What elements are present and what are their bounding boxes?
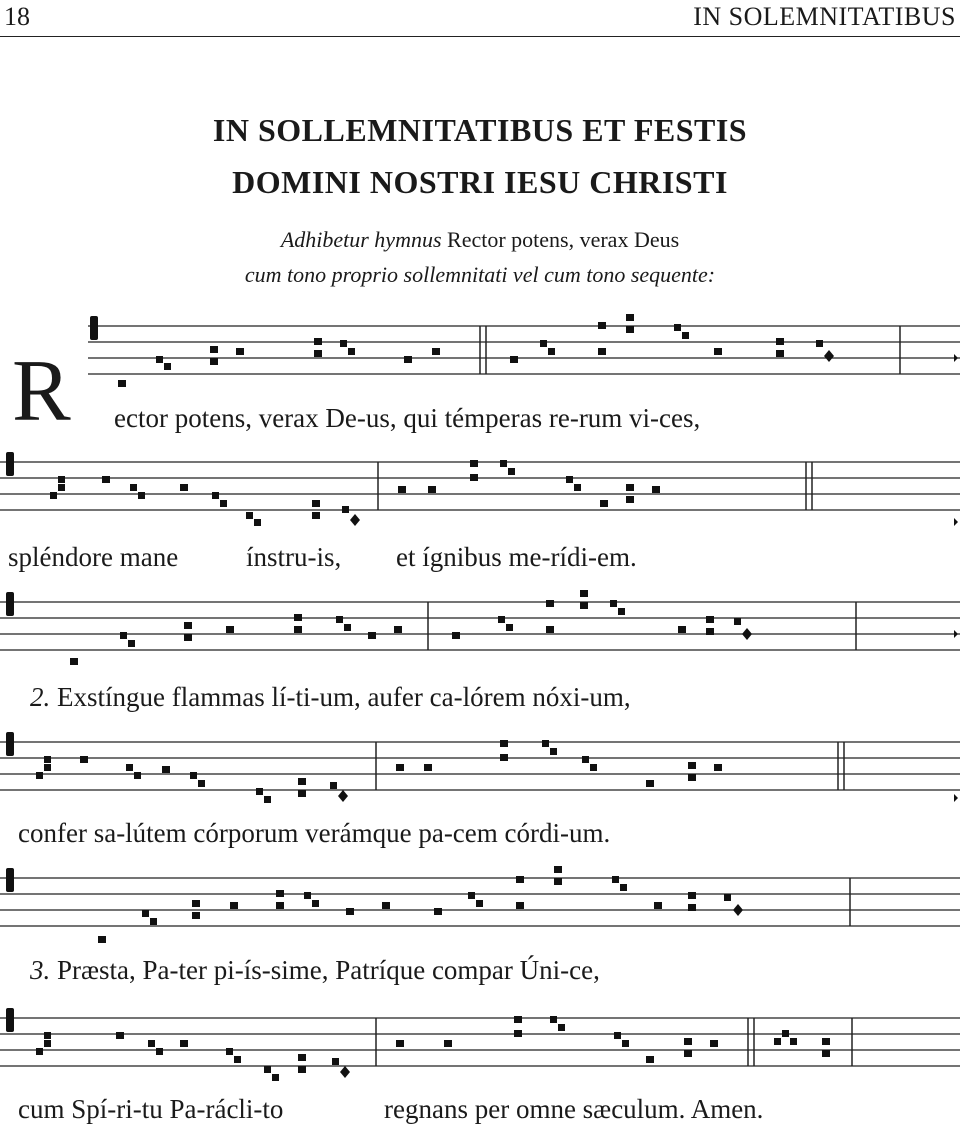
punctum-icon — [444, 1040, 452, 1047]
staff-system-2 — [0, 448, 960, 528]
punctum-icon — [452, 632, 460, 639]
custos-icon — [954, 354, 958, 362]
punctum-icon — [500, 460, 507, 467]
punctum-icon — [382, 902, 390, 909]
staff-system-4 — [0, 728, 960, 808]
punctum-icon — [434, 908, 442, 915]
punctum-icon — [432, 348, 440, 355]
punctum-icon — [580, 590, 588, 597]
punctum-icon — [652, 486, 660, 493]
rubric-italic: Adhibetur hymnus — [280, 227, 442, 252]
punctum-icon — [688, 762, 696, 769]
punctum-icon — [36, 1048, 43, 1055]
punctum-icon — [710, 1040, 718, 1047]
punctum-icon — [180, 1040, 188, 1047]
punctum-icon — [276, 890, 284, 897]
punctum-icon — [156, 356, 163, 363]
punctum-icon — [350, 514, 360, 526]
punctum-icon — [298, 778, 306, 785]
title-line-1: IN SOLLEMNITATIBUS ET FESTIS — [212, 112, 748, 148]
punctum-icon — [706, 616, 714, 623]
do-clef-icon — [6, 868, 14, 892]
stanza-number: 2. — [30, 682, 51, 712]
punctum-icon — [314, 338, 322, 345]
punctum-icon — [294, 614, 302, 621]
punctum-icon — [332, 1058, 339, 1065]
punctum-icon — [614, 1032, 621, 1039]
punctum-icon — [582, 756, 589, 763]
punctum-icon — [338, 790, 348, 802]
punctum-icon — [514, 1016, 522, 1023]
lyrics-text: Exstíngue flammas lí-ti-um, aufer ca-lórem nóxi-um, — [57, 682, 631, 712]
punctum-icon — [394, 626, 402, 633]
do-clef-icon — [6, 592, 14, 616]
punctum-icon — [226, 1048, 233, 1055]
punctum-icon — [626, 484, 634, 491]
punctum-icon — [184, 622, 192, 629]
punctum-icon — [714, 764, 722, 771]
punctum-icon — [470, 460, 478, 467]
punctum-icon — [428, 486, 436, 493]
running-head: IN SOLEMNITATIBUS — [693, 2, 956, 31]
lyrics-system-6a: cum Spí-ri-tu Pa-rácli-to — [18, 1094, 284, 1124]
custos-icon — [954, 518, 958, 526]
punctum-icon — [733, 904, 743, 916]
punctum-icon — [540, 340, 547, 347]
punctum-icon — [404, 356, 412, 363]
punctum-icon — [822, 1038, 830, 1045]
staff-system-6 — [0, 1004, 960, 1088]
punctum-icon — [734, 618, 741, 625]
do-clef-icon — [90, 316, 98, 340]
lyrics-system-4: confer sa-lútem córporum verámque pa-cem córdi-um. — [18, 818, 611, 848]
punctum-icon — [142, 910, 149, 917]
punctum-icon — [298, 1054, 306, 1061]
punctum-icon — [510, 356, 518, 363]
punctum-icon — [102, 476, 110, 483]
punctum-icon — [368, 632, 376, 639]
punctum-icon — [542, 740, 549, 747]
punctum-icon — [816, 340, 823, 347]
punctum-icon — [398, 486, 406, 493]
punctum-icon — [120, 632, 127, 639]
punctum-icon — [36, 772, 43, 779]
custos-icon — [954, 794, 958, 802]
punctum-icon — [116, 1032, 124, 1039]
punctum-icon — [684, 1038, 692, 1045]
punctum-icon — [646, 780, 654, 787]
rubric-hymn-incipit: Rector potens, verax Deus — [447, 227, 680, 252]
do-clef-icon — [6, 452, 14, 476]
punctum-icon — [190, 772, 197, 779]
punctum-icon — [212, 492, 219, 499]
lyrics-text: Præsta, Pa-ter pi-ís-sime, Patríque compar Úni-ce, — [57, 955, 600, 985]
punctum-icon — [714, 348, 722, 355]
punctum-icon — [626, 314, 634, 321]
punctum-icon — [236, 348, 244, 355]
lyrics-system-3 — [30, 682, 631, 713]
punctum-icon — [612, 876, 619, 883]
rubric-line-1 — [0, 227, 960, 253]
lyrics-system-2b: ínstru-is, — [246, 542, 342, 572]
punctum-icon — [424, 764, 432, 771]
staff-system-1 — [0, 312, 960, 388]
punctum-icon — [130, 484, 137, 491]
custos-icon — [954, 630, 958, 638]
punctum-icon — [598, 348, 606, 355]
punctum-icon — [500, 740, 508, 747]
punctum-icon — [688, 892, 696, 899]
punctum-icon — [70, 658, 78, 665]
page-header — [0, 0, 960, 37]
drop-cap-initial: R — [12, 343, 71, 440]
punctum-icon — [516, 876, 524, 883]
punctum-icon — [330, 782, 337, 789]
punctum-icon — [304, 892, 311, 899]
do-clef-icon — [6, 1008, 14, 1032]
lyrics-system-2c: et ígnibus me-rídi-em. — [396, 542, 637, 572]
punctum-icon — [600, 500, 608, 507]
punctum-icon — [724, 894, 731, 901]
stanza-number: 3. — [30, 955, 51, 985]
punctum-icon — [654, 902, 662, 909]
punctum-icon — [50, 492, 57, 499]
punctum-icon — [246, 512, 253, 519]
punctum-icon — [340, 340, 347, 347]
punctum-icon — [80, 756, 88, 763]
punctum-icon — [336, 616, 343, 623]
punctum-icon — [230, 902, 238, 909]
rubric-line-2: cum tono proprio sollemnitati vel cum tono sequente: — [244, 262, 716, 287]
punctum-icon — [646, 1056, 654, 1063]
staff-system-3 — [0, 588, 960, 668]
staff-system-5 — [0, 864, 960, 944]
punctum-icon — [678, 626, 686, 633]
punctum-icon — [546, 600, 554, 607]
punctum-icon — [742, 628, 752, 640]
punctum-icon — [342, 506, 349, 513]
lyrics-system-1: ector potens, verax De-us, qui témperas re-rum vi-ces, — [114, 403, 701, 433]
punctum-icon — [162, 766, 170, 773]
punctum-icon — [264, 1066, 271, 1073]
punctum-icon — [126, 764, 133, 771]
page-number: 18 — [4, 2, 30, 31]
punctum-icon — [148, 1040, 155, 1047]
do-clef-icon — [6, 732, 14, 756]
punctum-icon — [554, 866, 562, 873]
lyrics-system-5 — [30, 955, 600, 986]
lyrics-system-6b: regnans per omne sæculum. Amen. — [384, 1094, 764, 1124]
punctum-icon — [312, 500, 320, 507]
punctum-icon — [180, 484, 188, 491]
punctum-icon — [210, 346, 218, 353]
punctum-icon — [566, 476, 573, 483]
punctum-icon — [674, 324, 681, 331]
title-line-2: DOMINI NOSTRI IESU CHRISTI — [232, 164, 728, 200]
punctum-icon — [98, 936, 106, 943]
punctum-icon — [498, 616, 505, 623]
punctum-icon — [396, 1040, 404, 1047]
punctum-icon — [468, 892, 475, 899]
punctum-icon — [192, 900, 200, 907]
punctum-icon — [774, 1038, 781, 1045]
punctum-icon — [226, 626, 234, 633]
punctum-icon — [340, 1066, 350, 1078]
punctum-icon — [346, 908, 354, 915]
lyrics-system-2a: spléndore mane — [8, 542, 179, 572]
punctum-icon — [824, 350, 834, 362]
punctum-icon — [776, 338, 784, 345]
punctum-icon — [118, 380, 126, 387]
punctum-icon — [610, 600, 617, 607]
punctum-icon — [550, 1016, 557, 1023]
punctum-icon — [256, 788, 263, 795]
punctum-icon — [396, 764, 404, 771]
